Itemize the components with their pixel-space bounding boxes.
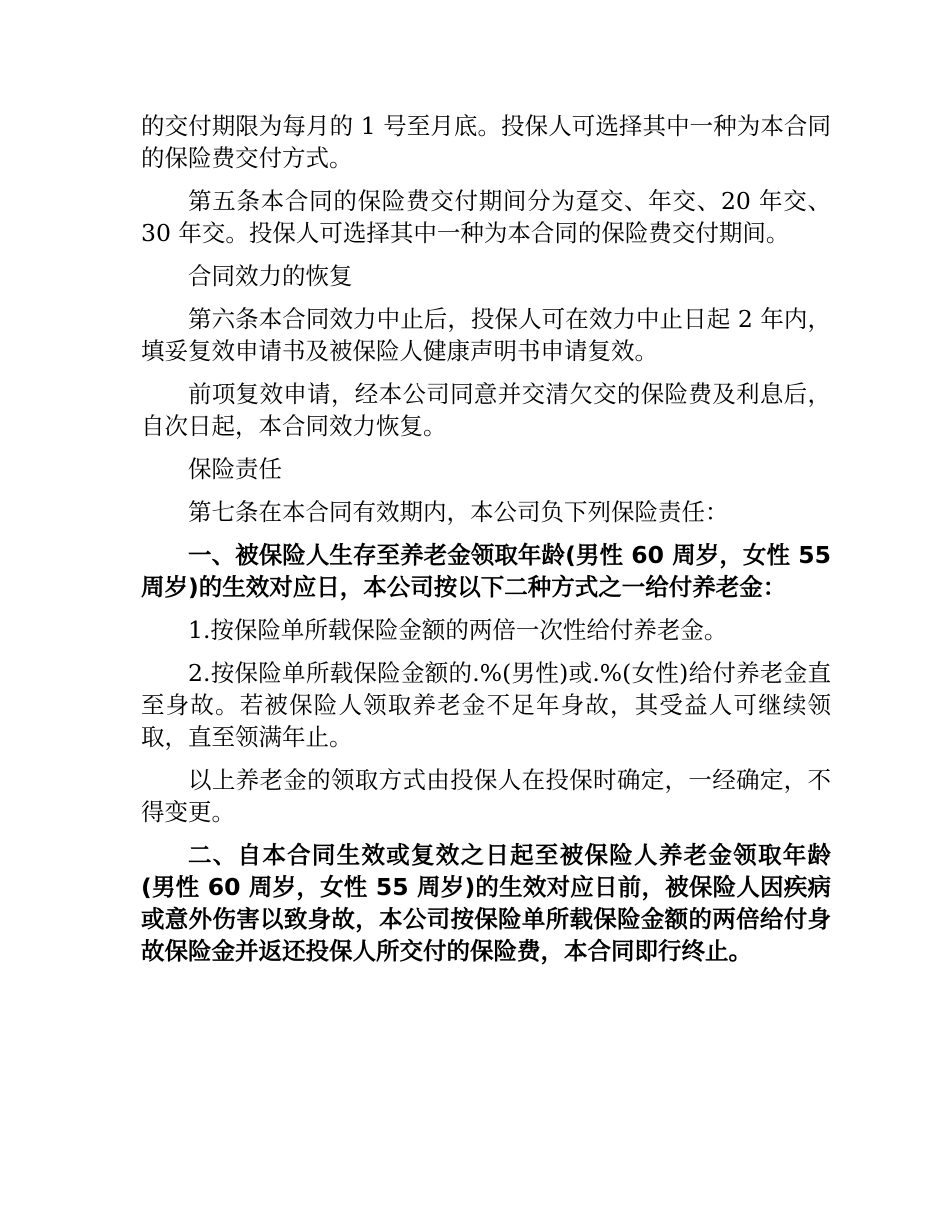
document-body [141,110,831,978]
paragraph-option-selection: 以上养老金的领取方式由投保人在投保时确定，一经确定，不得变更。 [141,766,831,826]
paragraph-article-7: 第七条在本合同有效期内，本公司负下列保险责任： [188,498,729,526]
paragraph-article-6: 第六条本合同效力中止后，投保人可在效力中止日起 2 年内，填妥复效申请书及被保险人健康声明书申请复效。 [141,305,831,365]
paragraph-payment-deadline: 的交付期限为每月的 1 号至月底。投保人可选择其中一种为本合同的保险费交付方式。 [141,112,831,172]
option-1-lump-sum: 1.按保险单所载保险金额的两倍一次性给付养老金。 [188,616,728,644]
paragraph-reinstatement-effect: 前项复效申请，经本公司同意并交清欠交的保险费及利息后，自次日起，本合同效力恢复。 [141,380,831,440]
option-2-annuity: 2.按保险单所载保险金额的.%(男性)或.%(女性)给付养老金直至身故。若被保险人领取养老金不足年身故，其受益人可继续领取，直至领满年止。 [141,659,831,751]
section-heading-reinstatement: 合同效力的恢复 [188,262,353,290]
section-heading-insurance-liability: 保险责任 [188,455,282,483]
paragraph-article-5: 第五条本合同的保险费交付期间分为趸交、年交、20 年交、30 年交。投保人可选择其中一种为本合同的保险费交付期间。 [141,187,831,247]
clause-2-death-benefit: 二、自本合同生效或复效之日起至被保险人养老金领取年龄(男性 60 周岁，女性 55 周岁)的生效对应日前，被保险人因疾病或意外伤害以致身故，本公司按保险单所载保险金额的两倍给付身故保险金并返还投保人所交付的保险费，本合同即行终止。 [141,841,831,965]
clause-1-pension-benefit: 一、被保险人生存至养老金领取年龄(男性 60 周岁，女性 55 周岁)的生效对应日，本公司按以下二种方式之一给付养老金： [141,541,831,601]
